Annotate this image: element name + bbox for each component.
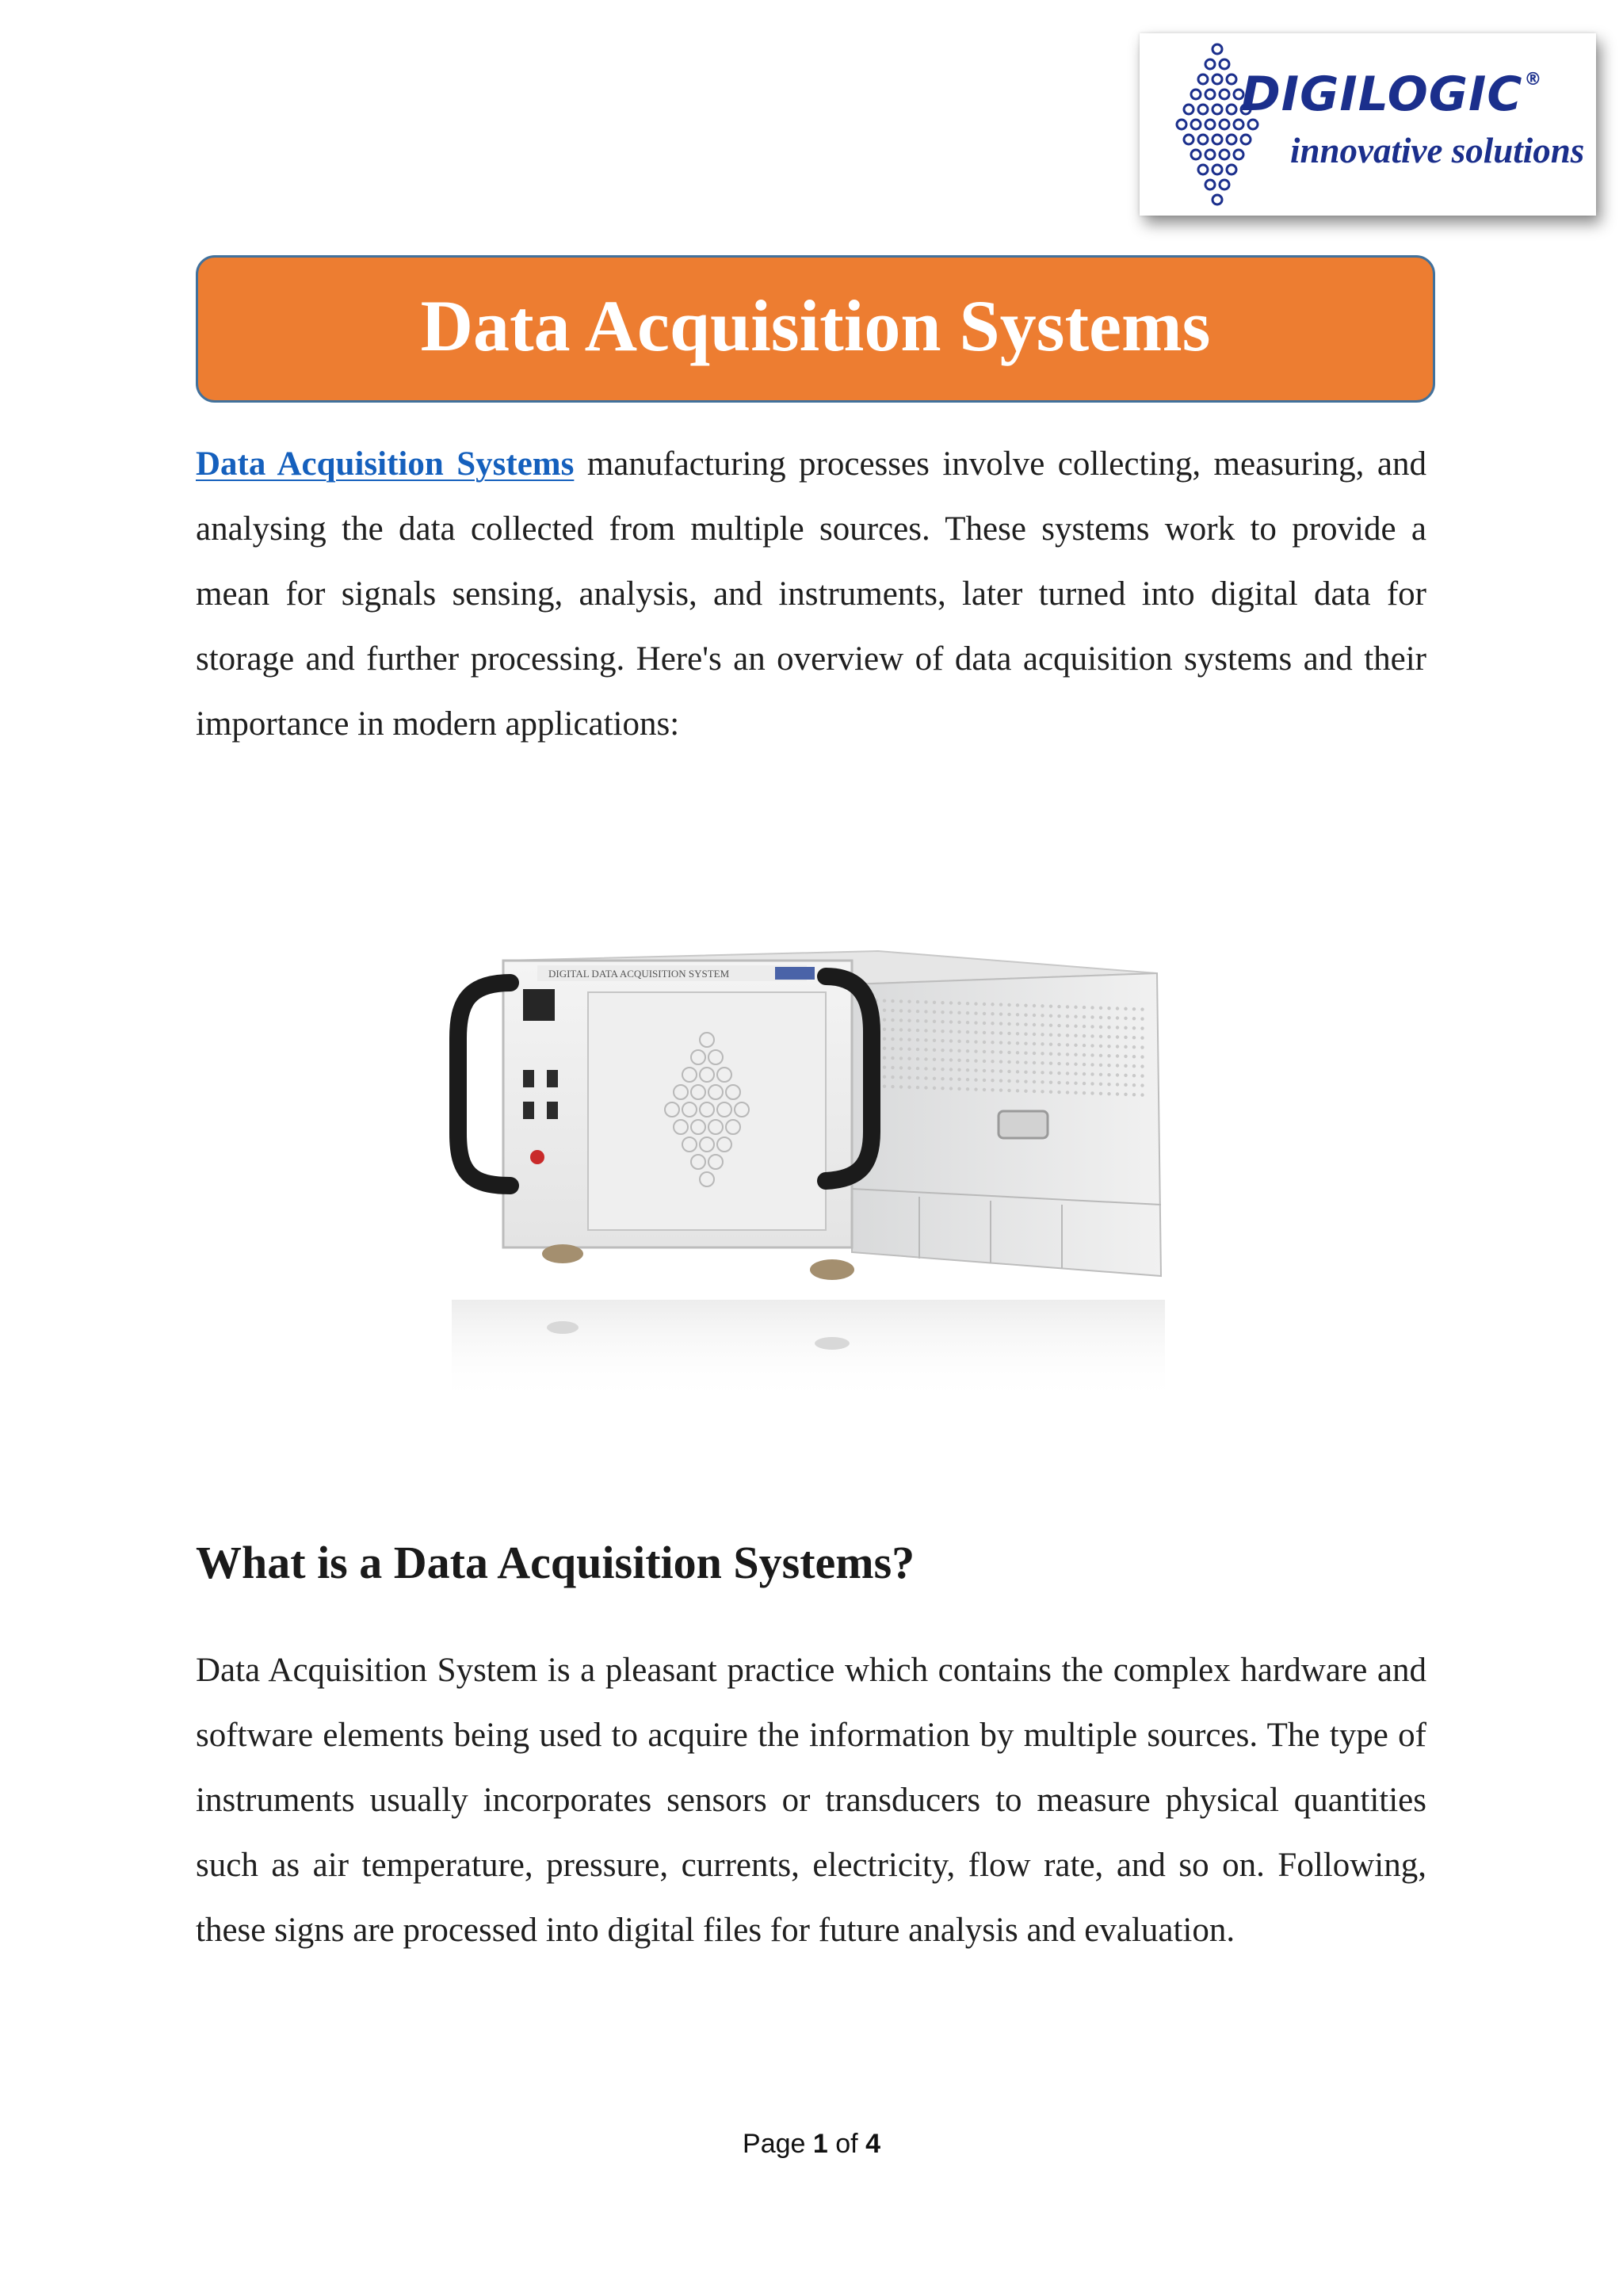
intro-text: manufacturing processes involve collecting, measuring, and analysing the data collected from multiple sources. These systems work to provide a mean for signals sensing, analysis, and instruments, later turned into digital data for storage and further processing. Here's an overview of data acquisition systems and their importance in modern applications: [196, 445, 1426, 743]
front-panel-label: DIGITAL DATA ACQUISITION SYSTEM [548, 968, 730, 980]
intro-paragraph [196, 432, 1426, 757]
logo-tagline: innovative solutions [1290, 131, 1585, 170]
title-banner [196, 255, 1435, 403]
company-logo [1140, 33, 1596, 216]
diamond-dot-grid-icon [1148, 38, 1287, 211]
registered-mark: ® [1524, 70, 1543, 90]
definition-paragraph: Data Acquisition System is a pleasant practice which contains the complex hardware and software elements being used to acquire the information by multiple sources. The type of instruments usually incorporates sensors or transducers to measure physical quantities such as air temperature, pressure, currents, electricity, flow rate, and so on. Following, these signs are processed into digital files for future analysis and evaluation. [196, 1652, 1426, 1949]
data-acquisition-system-product-image [444, 927, 1189, 1419]
data-acquisition-systems-link[interactable]: Data Acquisition Systems [196, 445, 575, 483]
logo-brand-name: DIGILOGIC® [1241, 67, 1543, 122]
page-title: Data Acquisition Systems [420, 285, 1211, 366]
page-number: Page 1 of 4 [743, 2129, 880, 2159]
section-heading: What is a Data Acquisition Systems? [196, 1537, 915, 1588]
